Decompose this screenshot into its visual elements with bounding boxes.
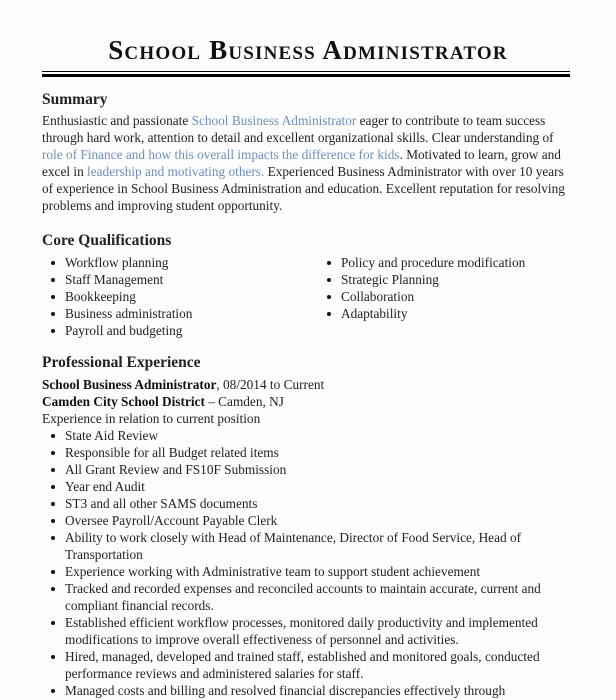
job-location: – Camden, NJ [204,394,284,409]
job-bullet: All Grant Review and FS10F Submission [42,461,562,478]
qualification-item: Strategic Planning [318,271,525,288]
experience-heading: Professional Experience [42,354,201,371]
qualification-item: Policy and procedure modification [318,254,525,271]
job-bullet: Ability to work closely with Head of Maintenance, Director of Food Service, Head of Transportation [42,529,562,563]
job-bullet: State Aid Review [42,427,562,444]
title-rule-thin [42,71,570,72]
experience-section [42,353,582,699]
summary-link-leadership[interactable]: leadership and motivating others. [87,164,265,179]
summary-segment: Enthusiastic and passionate [42,113,192,128]
qualifications-list-left [42,254,318,339]
resume-content [42,90,582,699]
qualification-item: Payroll and budgeting [42,322,318,339]
qualification-item: Staff Management [42,271,318,288]
summary-segment: eager to contribute to team success through hard work, attention to detail and excellent organizational skills. Clear understanding of [42,113,554,145]
qualification-item: Collaboration [318,288,525,305]
qualification-item: Adaptability [318,305,525,322]
job-bullet: Managed costs and billing and resolved financial discrepancies effectively through [42,682,562,699]
summary-text [42,112,572,214]
qualifications-list-right [318,254,525,339]
job-bullet: Experience working with Administrative team to support student achievement [42,563,562,580]
summary-link-finance[interactable]: role of Finance and how this overall impacts the difference for kids [42,147,400,162]
job-entry [42,376,582,699]
summary-segment: Experienced Business Administrator with over 10 years of experience in School Business Administration and education. Excellent reputation for resolving problems and improving student opportunity. [42,164,565,213]
summary-link-role[interactable]: School Business Administrator [191,113,357,128]
job-title-line [42,376,582,393]
job-bullet: Oversee Payroll/Account Payable Clerk [42,512,562,529]
job-employer: Camden City School District [42,394,205,409]
qualification-item: Business administration [42,305,318,322]
qualification-item: Bookkeeping [42,288,318,305]
qualifications-columns [42,254,582,339]
summary-heading: Summary [42,91,108,108]
summary-segment: . Motivated to learn, grow and excel in [42,147,561,179]
resume-title: School Business Administrator [108,35,508,65]
job-bullet: Year end Audit [42,478,562,495]
job-bullets [42,427,562,699]
job-dates: , 08/2014 to Current [216,377,325,392]
job-bullet: ST3 and all other SAMS documents [42,495,562,512]
job-intro: Experience in relation to current position [42,411,261,426]
title-rule-thick [42,74,570,77]
job-bullet: Tracked and recorded expenses and reconciled accounts to maintain accurate, current and compliant financial records. [42,580,562,614]
job-bullet: Hired, managed, developed and trained staff, established and monitored goals, conducted performance reviews and administered salaries for staff. [42,648,562,682]
job-title: School Business Administrator [42,377,217,392]
qualifications-section [42,231,582,339]
job-bullet: Established efficient workflow processes, monitored daily productivity and implemented modifications to improve overall effectiveness of personnel and activities. [42,614,562,648]
job-bullet: Responsible for all Budget related items [42,444,562,461]
summary-section [42,90,582,214]
job-employer-line [42,393,582,410]
qualifications-heading: Core Qualifications [42,232,172,249]
qualification-item: Workflow planning [42,254,318,271]
